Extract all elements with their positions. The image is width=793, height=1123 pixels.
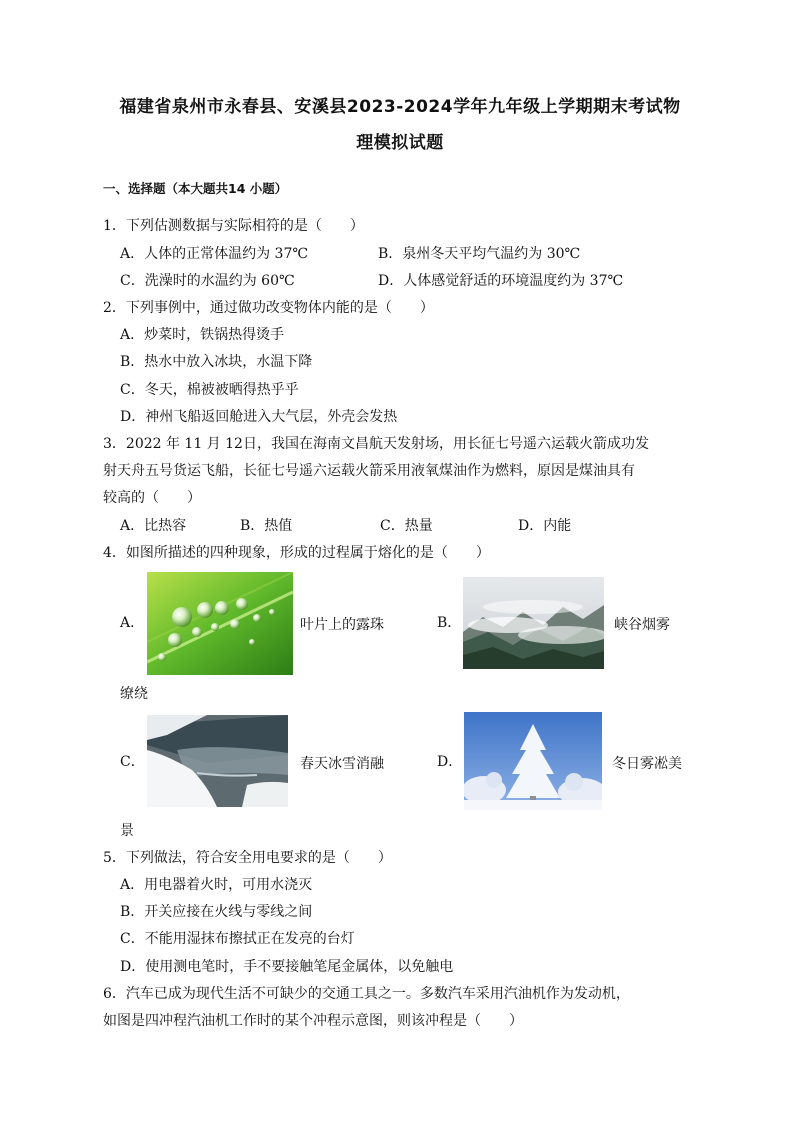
q6-stem-line2: 如图是四冲程汽油机工作时的某个冲程示意图，则该冲程是（ ）	[103, 1013, 523, 1029]
q2-option-d: D．神州飞船返回舱进入大气层，外壳会发热	[120, 409, 398, 425]
q4-option-b-caption-wrap: 缭绕	[120, 686, 148, 702]
q1-option-b: B．泉州冬天平均气温约为 30℃	[378, 246, 581, 262]
q3-stem-line1: 3．2022 年 11 月 12日，我国在海南文昌航天发射场，用长征七号遥六运载火箭成功发	[103, 436, 649, 452]
dew-drops-image	[147, 572, 293, 675]
exam-title-line2: 理模拟试题	[356, 133, 444, 153]
q1-option-d: D．人体感觉舒适的环境温度约为 37℃	[378, 273, 624, 289]
q4-option-d-caption-wrap: 景	[120, 823, 134, 839]
q5-option-a: A．用电器着火时，可用水浇灭	[120, 877, 313, 893]
canyon-fog-illustration	[463, 577, 604, 669]
q5-stem: 5．下列做法，符合安全用电要求的是（ ）	[103, 850, 392, 866]
q2-stem: 2．下列事例中，通过做功改变物体内能的是（ ）	[103, 300, 434, 316]
melting-snow-illustration	[147, 715, 288, 807]
q4-option-c-label: C．	[120, 754, 145, 770]
q3-option-c: C．热量	[380, 518, 433, 534]
rime-frost-illustration	[464, 712, 602, 810]
q3-stem-line2: 射天舟五号货运飞船，长征七号遥六运载火箭采用液氧煤油作为燃料，原因是煤油具有	[103, 463, 635, 479]
q1-stem: 1．下列估测数据与实际相符的是（ ）	[103, 218, 364, 234]
q3-stem-line3: 较高的（ ）	[103, 490, 201, 506]
q5-option-c: C．不能用湿抹布擦拭正在发亮的台灯	[120, 931, 355, 947]
q5-option-b: B．开关应接在火线与零线之间	[120, 904, 313, 920]
q4-option-a-caption: 叶片上的露珠	[300, 617, 384, 633]
q4-option-b-label: B．	[437, 615, 462, 631]
melting-snow-image	[147, 715, 288, 807]
q2-option-b: B．热水中放入冰块，水温下降	[120, 354, 313, 370]
q6-stem-line1: 6．汽车已成为现代生活不可缺少的交通工具之一。多数汽车采用汽油机作为发动机，	[103, 986, 630, 1002]
q4-option-d-caption: 冬日雾凇美	[612, 756, 682, 772]
dew-drops-illustration	[147, 572, 293, 675]
q4-option-b-caption: 峡谷烟雾	[614, 617, 670, 633]
q3-option-a: A．比热容	[120, 518, 187, 534]
q4-option-c-caption: 春天冰雪消融	[300, 756, 384, 772]
rime-frost-image	[464, 712, 602, 810]
q4-option-d-label: D．	[437, 754, 463, 770]
q2-option-a: A．炒菜时，铁锅热得烫手	[120, 327, 285, 343]
exam-title-line1: 福建省泉州市永春县、安溪县2023-2024学年九年级上学期期末考试物	[119, 97, 681, 117]
q1-option-c: C．洗澡时的水温约为 60℃	[120, 273, 295, 289]
q5-option-d: D．使用测电笔时，手不要接触笔尾金属体，以免触电	[120, 959, 454, 975]
q4-option-a-label: A．	[120, 615, 145, 631]
q2-option-c: C．冬天，棉被被晒得热乎乎	[120, 382, 299, 398]
section-heading: 一、选择题（本大题共14 小题）	[103, 181, 288, 196]
canyon-fog-image	[463, 577, 604, 669]
q4-stem: 4．如图所描述的四种现象，形成的过程属于熔化的是（ ）	[103, 545, 490, 561]
q3-option-d: D．内能	[518, 518, 572, 534]
q3-option-b: B．热值	[240, 518, 293, 534]
q1-option-a: A．人体的正常体温约为 37℃	[120, 246, 309, 262]
